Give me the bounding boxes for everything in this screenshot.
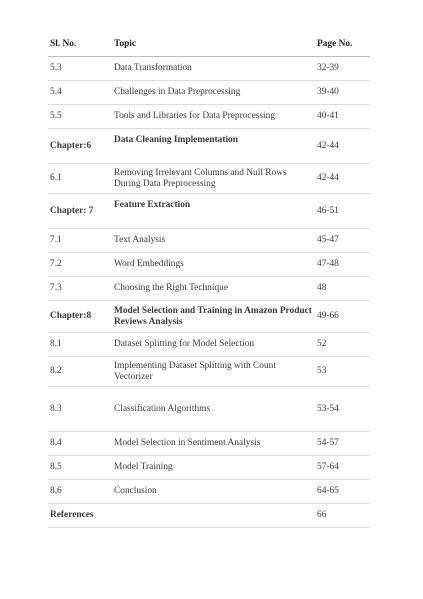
header-topic: Topic xyxy=(112,32,315,57)
row-topic: Model Selection in Sentiment Analysis xyxy=(112,432,315,456)
toc-references-row xyxy=(48,504,370,528)
row-page: 53-54 xyxy=(315,387,370,432)
chapter-topic: Data Cleaning Implementation xyxy=(112,129,315,164)
row-page: 47-48 xyxy=(315,253,370,277)
row-topic: Removing Irrelevant Columns and Null Rows During Data Preprocessing xyxy=(112,164,315,194)
row-page: 45-47 xyxy=(315,229,370,253)
row-topic: Model Training xyxy=(112,456,315,480)
row-sl: 8.4 xyxy=(48,432,112,456)
row-sl: 5.5 xyxy=(48,105,112,129)
row-page: 40-41 xyxy=(315,105,370,129)
header-page-no: Page No. xyxy=(315,32,370,57)
table-of-contents xyxy=(48,32,370,528)
row-topic: Choosing the Right Technique xyxy=(112,277,315,301)
chapter-sl: Chapter: 7 xyxy=(48,194,112,229)
chapter-topic: Model Selection and Training in Amazon Product Reviews Analysis xyxy=(112,301,315,333)
row-sl: 7.1 xyxy=(48,229,112,253)
row-topic: Text Analysis xyxy=(112,229,315,253)
chapter-topic: Feature Extraction xyxy=(112,194,315,229)
toc-chapter-row xyxy=(48,301,370,333)
row-topic: Challenges in Data Preprocessing xyxy=(112,81,315,105)
row-sl: 5.3 xyxy=(48,57,112,81)
toc-chapter-row xyxy=(48,129,370,164)
row-topic xyxy=(112,504,315,528)
header-sl-no: Sl. No. xyxy=(48,32,112,57)
row-page: 32-39 xyxy=(315,57,370,81)
row-sl: 8.2 xyxy=(48,357,112,387)
toc-row xyxy=(48,357,370,387)
toc-row xyxy=(48,57,370,81)
toc-row xyxy=(48,480,370,504)
row-topic: Implementing Dataset Splitting with Count Vectorizer xyxy=(112,357,315,387)
toc-row xyxy=(48,333,370,357)
chapter-sl: Chapter:6 xyxy=(48,129,112,164)
toc-row xyxy=(48,253,370,277)
row-page: 53 xyxy=(315,357,370,387)
row-page: 52 xyxy=(315,333,370,357)
row-sl: 5.4 xyxy=(48,81,112,105)
row-topic: Tools and Libraries for Data Preprocessing xyxy=(112,105,315,129)
row-sl: 8.1 xyxy=(48,333,112,357)
toc-row xyxy=(48,229,370,253)
toc-chapter-row xyxy=(48,194,370,229)
toc-row xyxy=(48,105,370,129)
row-sl: 8.3 xyxy=(48,387,112,432)
row-sl: 7.2 xyxy=(48,253,112,277)
row-page: 42-44 xyxy=(315,164,370,194)
row-page: 46-51 xyxy=(315,194,370,229)
references-label: References xyxy=(48,504,112,528)
row-sl: 8.5 xyxy=(48,456,112,480)
row-page: 54-57 xyxy=(315,432,370,456)
row-page: 57-64 xyxy=(315,456,370,480)
row-page: 39-40 xyxy=(315,81,370,105)
toc-header-row xyxy=(48,32,370,57)
row-page: 64-65 xyxy=(315,480,370,504)
row-topic: Dataset Splitting for Model Selection xyxy=(112,333,315,357)
toc-row xyxy=(48,277,370,301)
row-topic: Data Transformation xyxy=(112,57,315,81)
row-page: 66 xyxy=(315,504,370,528)
row-page: 42-44 xyxy=(315,129,370,164)
row-sl: 6.1 xyxy=(48,164,112,194)
toc-row xyxy=(48,387,370,432)
row-sl: 7.3 xyxy=(48,277,112,301)
toc-row xyxy=(48,81,370,105)
row-topic: Word Embeddings xyxy=(112,253,315,277)
row-page: 49-66 xyxy=(315,301,370,333)
toc-row xyxy=(48,456,370,480)
row-sl: 8.6 xyxy=(48,480,112,504)
toc-row xyxy=(48,164,370,194)
row-page: 48 xyxy=(315,277,370,301)
chapter-sl: Chapter:8 xyxy=(48,301,112,333)
row-topic: Classification Algorithms xyxy=(112,387,315,432)
toc-row xyxy=(48,432,370,456)
row-topic: Conclusion xyxy=(112,480,315,504)
